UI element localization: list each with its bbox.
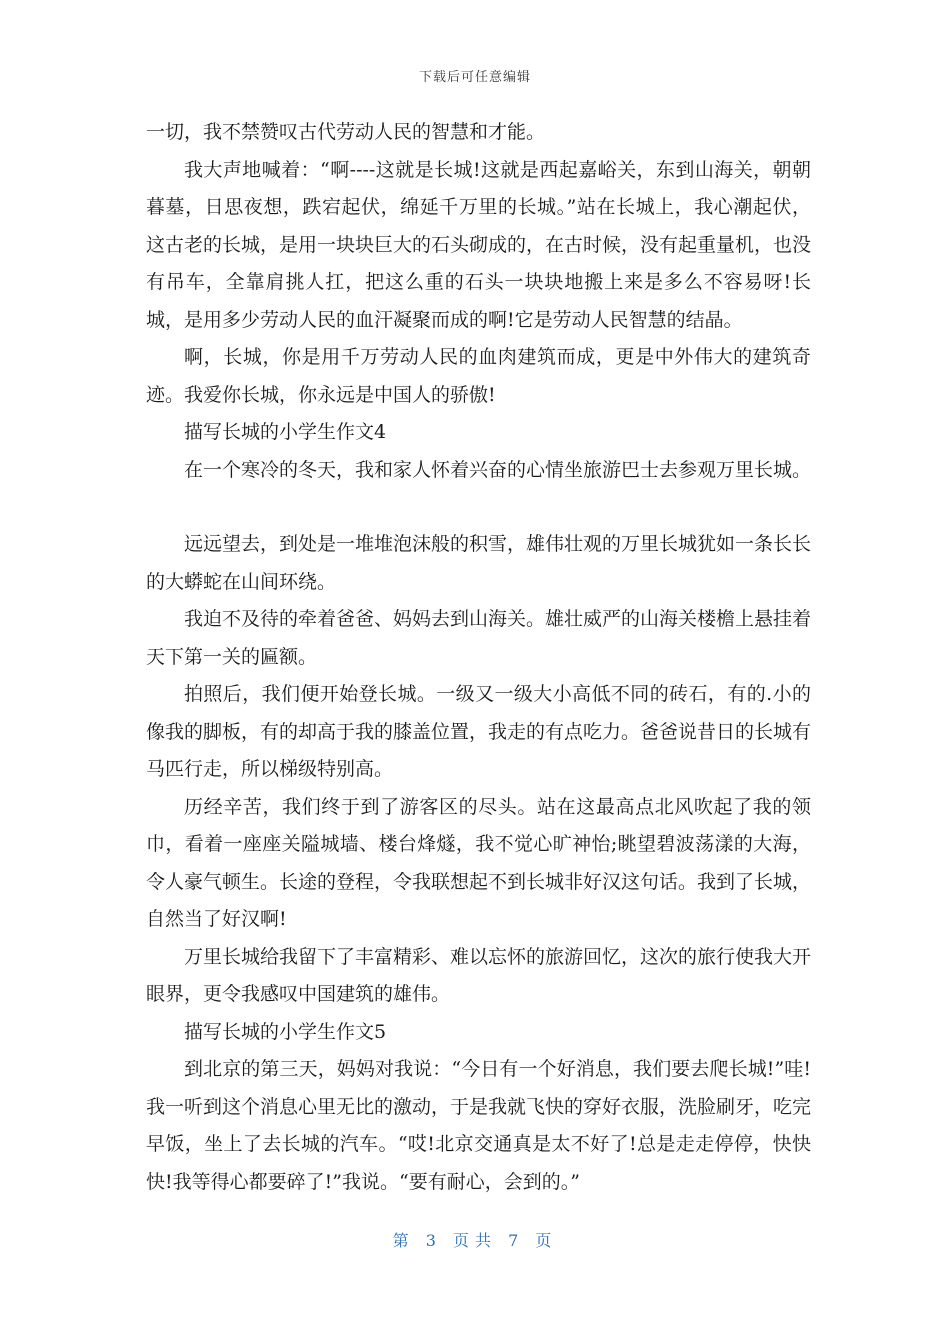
paragraph-1: 一切，我不禁赞叹古代劳动人民的智慧和才能。 [146,121,546,143]
paragraph-5: 在一个寒冷的冬天，我和家人怀着兴奋的心情坐旅游巴士去参观万里长城。 [184,458,812,481]
paragraph-12: 到北京的第三天，妈妈对我说：“今日有一个好消息，我们要去爬长城!”哇!我一听到这个消息心里无比的激动，于是我就飞快的穿好衣服，洗脸刷牙，吃完早饭，坐上了去长城的汽车。“哎!北京交通真是太不好了!总是走走停停，快快快!我等得心都要碎了!”我说。“要有耐心，会到的。” [146,1058,812,1193]
essay-heading-5: 描写长城的小学生作文5 [184,1020,387,1043]
paragraph-9: 历经辛苦，我们终于到了游客区的尽头。站在这最高点北风吹起了我的领巾，看着一座座关隘城墙、楼台烽燧，我不觉心旷神怡;眺望碧波荡漾的大海，令人豪气顿生。长途的登程，令我联想起不到长城非好汉这句话。我到了长城，自然当了好汉啊! [146,795,812,930]
page-number: 第 3 页共 7 页 [392,1231,558,1250]
paragraph-8: 拍照后，我们便开始登长城。一级又一级大小高低不同的砖石，有的.小的像我的脚板，有的却高于我的膝盖位置，我走的有点吃力。爸爸说昔日的长城有马匹行走，所以梯级特别高。 [146,683,812,780]
page-header: 下载后可任意编辑 [418,70,531,85]
paragraph-6: 远远望去，到处是一堆堆泡沫般的积雪，雄伟壮观的万里长城犹如一条长长的大蟒蛇在山间环绕。 [146,533,812,593]
paragraph-7: 我迫不及待的牵着爸爸、妈妈去到山海关。雄壮威严的山海关楼檐上悬挂着天下第一关的匾额。 [146,608,812,668]
document-body [146,114,811,1201]
paragraph-10: 万里长城给我留下了丰富精彩、难以忘怀的旅游回忆，这次的旅行使我大开眼界，更令我感叹中国建筑的雄伟。 [146,945,812,1005]
paragraph-2: 我大声地喊着：“啊----这就是长城!这就是西起嘉峪关，东到山海关，朝朝暮墓，日思夜想，跌宕起伏，绵延千万里的长城。”站在长城上，我心潮起伏，这古老的长城，是用一块块巨大的石头砌成的，在古时候，没有起重量机，也没有吊车，全靠肩挑人扛，把这么重的石头一块块地搬上来是多么不容易呀!长城，是用多少劳动人民的血汗凝聚而成的啊!它是劳动人民智慧的结晶。 [146,158,812,331]
essay-heading-4: 描写长城的小学生作文4 [184,421,387,443]
paragraph-3: 啊，长城，你是用千万劳动人民的血肉建筑而成，更是中外伟大的建筑奇迹。我爱你长城，你永远是中国人的骄傲! [146,346,811,406]
